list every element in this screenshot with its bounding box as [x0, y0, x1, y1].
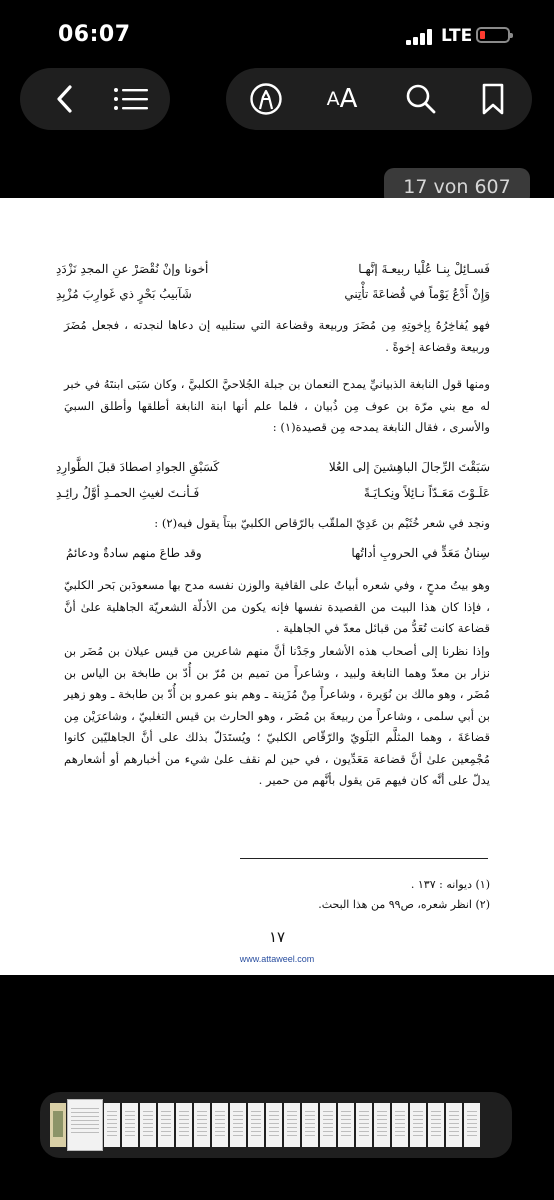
footnote-2: (٢) انظر شعره، ص٩٩ من هذا البحث.	[318, 898, 490, 911]
page-thumbnail[interactable]	[338, 1103, 354, 1147]
status-bar	[0, 0, 554, 70]
bookmark-icon	[481, 83, 505, 115]
book-page[interactable]	[0, 198, 554, 975]
page-thumbnail[interactable]	[464, 1103, 480, 1147]
aa-large-glyph: A	[339, 84, 358, 114]
page-counter: 17 von 607	[384, 168, 530, 206]
paragraph-4: وهو بيتُ مدحٍ ، وفي شعره أبياتٌ على القافية والوزن نفسه مدح بها مسعودَبن بَحر الكلبيّ ، فإذا كان هذا البيت من القصيدة نفسها فإنه يكون من الأدلّة الشعريّة الجاهلية علىٰ أنَّ قضاعة كانت تُعَدُّ من قبائل معدّ في الجاهلية .	[64, 578, 490, 635]
page-thumbnail[interactable]	[212, 1103, 228, 1147]
verse-1-second-hemistich: أخونا وإنْ نُقْصَرْ عنِ المجدِ نَزْدَدِ	[56, 262, 209, 276]
page-thumbnail[interactable]	[176, 1103, 192, 1147]
verse-2-first-hemistich: وَإِنْ أَدْعُ يَوْماً في قُضاعَةَ تأْتِني	[344, 287, 490, 301]
verse-5-second-hemistich: وقد طاعَ منهم سادةٌ ودعائمُ	[66, 546, 202, 560]
page-thumbnail[interactable]	[410, 1103, 426, 1147]
page-scrubber[interactable]	[40, 1092, 512, 1158]
website-footer: www.attaweel.com	[239, 954, 315, 964]
page-thumbnail[interactable]	[140, 1103, 156, 1147]
page-thumbnail[interactable]	[50, 1103, 66, 1147]
verse-2-second-hemistich: شَآبيبُ بَحْرٍ ذي غَوارِبَ مُزْبِدِ	[56, 287, 192, 301]
highlighter-icon	[249, 82, 283, 116]
verse-1-first-hemistich: فَسـائِلْ بِنـا عُلْيا ربيعـةَ إنَّهـا	[358, 262, 490, 276]
network-type: LTE	[441, 26, 473, 46]
paragraph-5: وإذا نظرنا إلى أصحاب هذه الأشعار وجَدْنا أنَّ منهم شاعرين من قيس عيلان بن مُضَر بن نزار بن معدّ وهما النابغة ولبيد ، وشاعراً من تميم بن مُرّ بن أُدّ بن طابخة بن الياس بن مُضَر ، وهو مالك بن نُوَيرة ، وشاعراً مِنْ مُزَينة ـ وهم بنو عمرو بن أُدّ بن طابخة ـ وهو زهير بن أبي سلمى ، وشاعراً من ربيعةَ بن مُضَر ، وهو الحارث بن قيس التغلبيّ ، وشاعرَيْن مِن قضاعَةَ ، وهما المثلَّم البَلَويّ والرّقّاص الكلبيّ ؛ ويُستَدَلّ بذلك على أنَّ الجاهليّين كانوا مُجْمِعين علىٰ أنَّ قضاعة مَعَدِّيون ، في حين لم نقف علىٰ شيء من أخبارهم أو أشعارهم يدلّ على أنَّه كان فيهم مَن يقول بأنَّهم من حمير .	[64, 644, 490, 787]
page-thumbnail[interactable]	[446, 1103, 462, 1147]
thumbnail-strip	[50, 1103, 480, 1150]
page-thumbnail[interactable]	[374, 1103, 390, 1147]
page-thumbnail[interactable]	[194, 1103, 210, 1147]
cellular-signal-icon	[406, 29, 436, 45]
paragraph-1: فهو يُفاخِرُهُ بِإخوتِهِ مِن مُضَرَ وربيعة وقضاعة التي ستلبيه إن دعاها لنجدته ، فجعل مُضَرَ وربيعة وقضاعة إخوةً .	[64, 318, 490, 354]
contents-button[interactable]	[100, 68, 162, 130]
list-icon	[113, 86, 149, 112]
paragraph-3: ونجد في شعر خُثَيْم بن عَدِيّ الملقّب بالرّقاص الكلبيّ بيتاً يقول فيه(٢) :	[154, 516, 490, 530]
verse-5-first-hemistich: سِنانُ مَعَدٍّ في الحروبِ أداتُها	[351, 546, 490, 560]
page-thumbnail[interactable]	[428, 1103, 444, 1147]
chevron-left-icon	[53, 84, 77, 114]
page-thumbnail[interactable]	[284, 1103, 300, 1147]
text-size-button[interactable]	[306, 68, 378, 130]
page-thumbnail[interactable]	[122, 1103, 138, 1147]
verse-3-first-hemistich: سَبَقْتَ الرِّجالَ الباهِشينَ إلى العُلا	[328, 460, 490, 474]
page-thumbnail[interactable]	[302, 1103, 318, 1147]
navigation-pill	[20, 68, 170, 130]
verse-4-second-hemistich: فَـأنـتَ لغيثِ الحمـدِ أوَّلُ رائِـدِ	[56, 486, 200, 500]
page-thumbnail[interactable]	[230, 1103, 246, 1147]
footnote-divider	[240, 858, 488, 859]
back-button[interactable]	[34, 68, 96, 130]
verse-3-second-hemistich: كَسَبْقِ الجوادِ اصطادَ قبلَ الطَّوارِدِ	[56, 460, 220, 474]
page-thumbnail[interactable]	[158, 1103, 174, 1147]
paragraph-2: ومنها قول النابغة الذبيانيِّ يمدح النعمان بن جبلة الجُلاحيَّ الكلبيَّ ، وكان سَبَى ابنتَهُ في خبر له مع بني مرّة بن عوف مِن ذُبيان ، فلما علم أنها ابنة النابغة أطلقها وأطلق السبيَ والأسرى ، فقال النابغة يمدحه مِن قصيدة(١) :	[64, 377, 490, 434]
footnote-1: (١) ديوانه : ١٣٧ .	[410, 878, 490, 891]
page-thumbnail[interactable]	[392, 1103, 408, 1147]
reader-tools-pill	[226, 68, 532, 130]
battery-icon	[476, 27, 510, 43]
current-page-thumbnail[interactable]	[68, 1100, 102, 1150]
page-thumbnail[interactable]	[248, 1103, 264, 1147]
bookmark-button[interactable]	[462, 68, 524, 130]
search-button[interactable]	[388, 68, 454, 130]
page-thumbnail[interactable]	[104, 1103, 120, 1147]
page-thumbnail[interactable]	[356, 1103, 372, 1147]
search-icon	[405, 83, 437, 115]
aa-small-glyph: A	[326, 88, 340, 110]
page-number: ١٧	[268, 928, 286, 946]
verse-4-first-hemistich: عَلَـوْتَ مَعَـدّاً نـائِلاً ونِكـايَـةً	[363, 486, 490, 500]
annotate-button[interactable]	[232, 68, 300, 130]
page-thumbnail[interactable]	[320, 1103, 336, 1147]
status-time: 06:07	[58, 22, 131, 47]
page-thumbnail[interactable]	[266, 1103, 282, 1147]
